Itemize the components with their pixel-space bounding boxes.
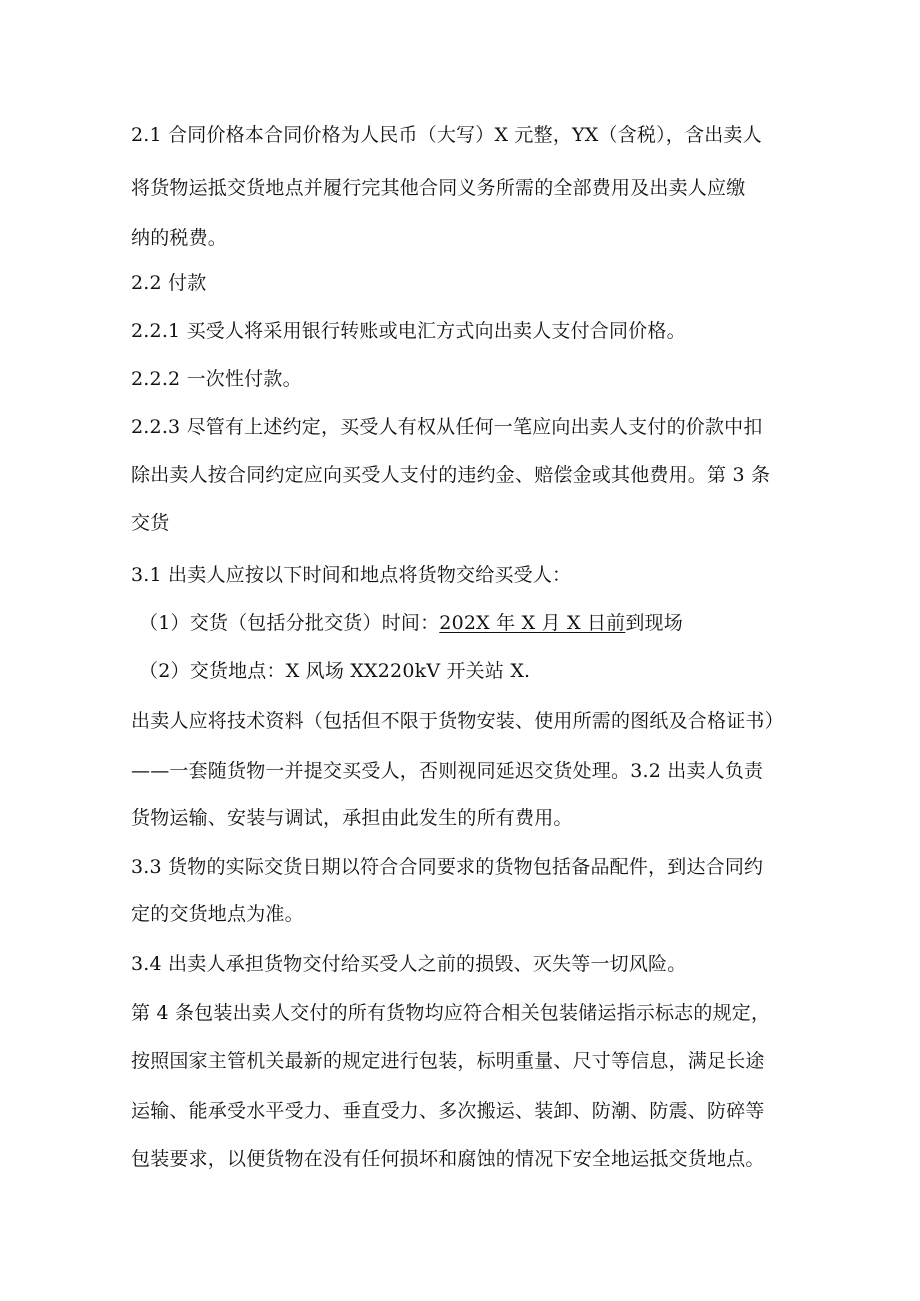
para-2-2-3-line-3: 交货 [131,512,170,534]
para-3-3-line-2: 定的交货地点为准。 [131,903,304,925]
delivery-time-date: 202X 年 X 月 X 日前 [439,612,626,634]
delivery-time-suffix: 到现场 [625,612,683,634]
delivery-place-item: （2）交货地点：X 风场 XX220kV 开关站 X. [139,660,531,682]
para-2-1-line-2: 将货物运抵交货地点并履行完其他合同义务所需的全部费用及出卖人应缴 [131,177,746,199]
para-3-1: 3.1 出卖人应按以下时间和地点将货物交给买受人： [131,564,572,586]
para-4-line-4: 包装要求，以便货物在没有任何损坏和腐蚀的情况下安全地运抵交货地点。 [131,1148,765,1170]
para-3-4: 3.4 出卖人承担货物交付给买受人之前的损毁、灭失等一切风险。 [131,953,687,975]
para-3-3-line-1: 3.3 货物的实际交货日期以符合合同要求的货物包括备品配件，到达合同约 [131,856,764,878]
para-tech-line-2: ——一套随货物一并提交买受人，否则视同延迟交货处理。3.2 出卖人负责 [131,760,764,782]
heading-2-2: 2.2 付款 [131,272,207,294]
para-2-2-2: 2.2.2 一次性付款。 [131,368,302,390]
delivery-time-prefix: （1）交货（包括分批交货）时间： [139,612,440,634]
para-2-2-3-line-2: 除出卖人按合同约定应向买受人支付的违约金、赔偿金或其他费用。第 3 条 [131,464,771,486]
delivery-time-item [139,610,683,636]
para-2-2-1: 2.2.1 买受人将采用银行转账或电汇方式向出卖人支付合同价格。 [131,320,686,342]
para-2-1-line-1: 2.1 合同价格本合同价格为人民币（大写）X 元整，YX（含税），含出卖人 [131,124,762,146]
para-2-2-3-line-1: 2.2.3 尽管有上述约定，买受人有权从任何一笔应向出卖人支付的价款中扣 [131,416,763,438]
para-4-line-1: 第 4 条包装出卖人交付的所有货物均应符合相关包装储运指示标志的规定， [131,1002,771,1024]
para-tech-line-3: 货物运输、安装与调试，承担由此发生的所有费用。 [131,807,573,829]
para-4-line-3: 运输、能承受水平受力、垂直受力、多次搬运、装卸、防潮、防震、防碎等 [131,1100,765,1122]
para-2-1-line-3: 纳的税费。 [131,227,228,249]
para-4-line-2: 按照国家主管机关最新的规定进行包装，标明重量、尺寸等信息，满足长途 [131,1050,765,1072]
para-tech-line-1: 出卖人应将技术资料（包括但不限于货物安装、使用所需的图纸及合格证书） [131,710,784,732]
